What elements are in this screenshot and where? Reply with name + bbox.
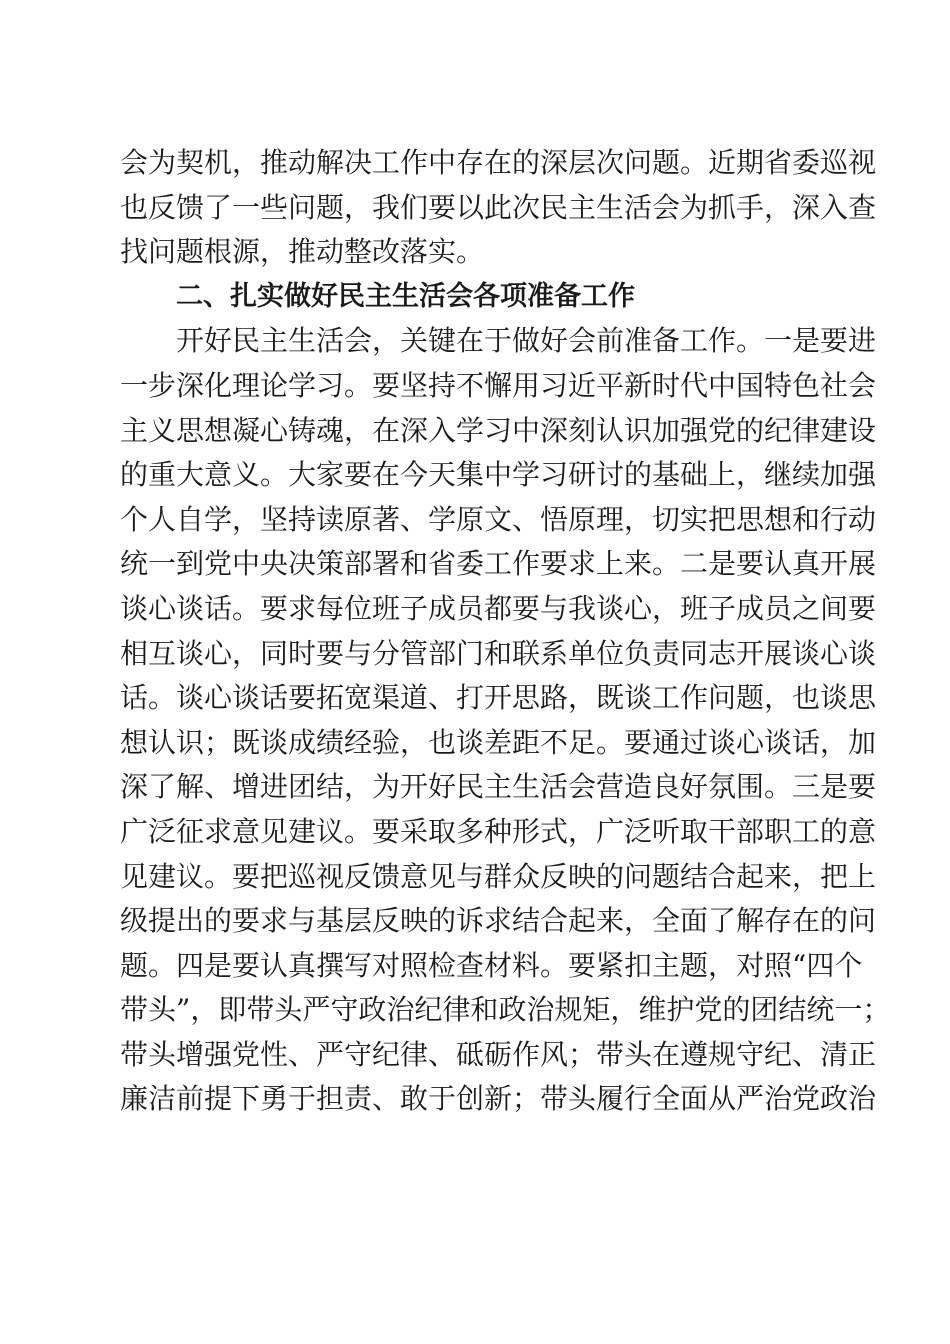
text-line: 主义思想凝心铸魂，在深入学习中深刻认识加强党的纪律建设 [120, 413, 877, 447]
text-line: 深了解、增进团结，为开好民主生活会营造良好氛围。三是要 [120, 770, 877, 804]
text-line: 想认识；既谈成绩经验，也谈差距不足。要通过谈心谈话，加 [120, 725, 877, 759]
text-line: 话。谈心谈话要拓宽渠道、打开思路，既谈工作问题，也谈思 [120, 681, 877, 715]
text-line: 找问题根源，推动整改落实。 [120, 235, 485, 269]
text-line: 个人自学，坚持读原著、学原文、悟原理，切实把思想和行动 [120, 502, 877, 536]
text-line: 相互谈心，同时要与分管部门和联系单位负责同志开展谈心谈 [120, 636, 877, 670]
paragraph-2 [120, 319, 891, 1122]
text-line: 带头增强党性、严守纪律、砥砺作风；带头在遵规守纪、清正 [120, 1037, 877, 1071]
paragraph-1 [120, 141, 877, 275]
text-line: 带头”，即带头严守政治纪律和政治规矩，维护党的团结统一； [120, 993, 891, 1027]
text-line: 会为契机，推动解决工作中存在的深层次问题。近期省委巡视 [120, 146, 877, 179]
text-line: 开好民主生活会，关键在于做好会前准备工作。一是要进 [176, 324, 877, 358]
section-heading: 二、扎实做好民主生活会各项准备工作 [176, 280, 635, 312]
text-line: 谈心谈话。要求每位班子成员都要与我谈心，班子成员之间要 [120, 591, 877, 625]
body-text [120, 141, 891, 1122]
text-line: 也反馈了一些问题，我们要以此次民主生活会为抓手，深入查 [120, 190, 877, 224]
text-line: 廉洁前提下勇于担责、敢于创新；带头履行全面从严治党政治 [120, 1082, 877, 1116]
text-line: 级提出的要求与基层反映的诉求结合起来，全面了解存在的问 [120, 904, 877, 938]
text-line: 一步深化理论学习。要坚持不懈用习近平新时代中国特色社会 [120, 368, 877, 402]
text-line: 题。四是要认真撰写对照检查材料。要紧扣主题，对照“四个 [120, 948, 863, 982]
text-line: 统一到党中央决策部署和省委工作要求上来。二是要认真开展 [120, 547, 877, 581]
text-line: 广泛征求意见建议。要采取多种形式，广泛听取干部职工的意 [120, 814, 877, 848]
text-line: 见建议。要把巡视反馈意见与群众反映的问题结合起来，把上 [120, 859, 877, 893]
text-line: 的重大意义。大家要在今天集中学习研讨的基础上，继续加强 [120, 458, 877, 492]
